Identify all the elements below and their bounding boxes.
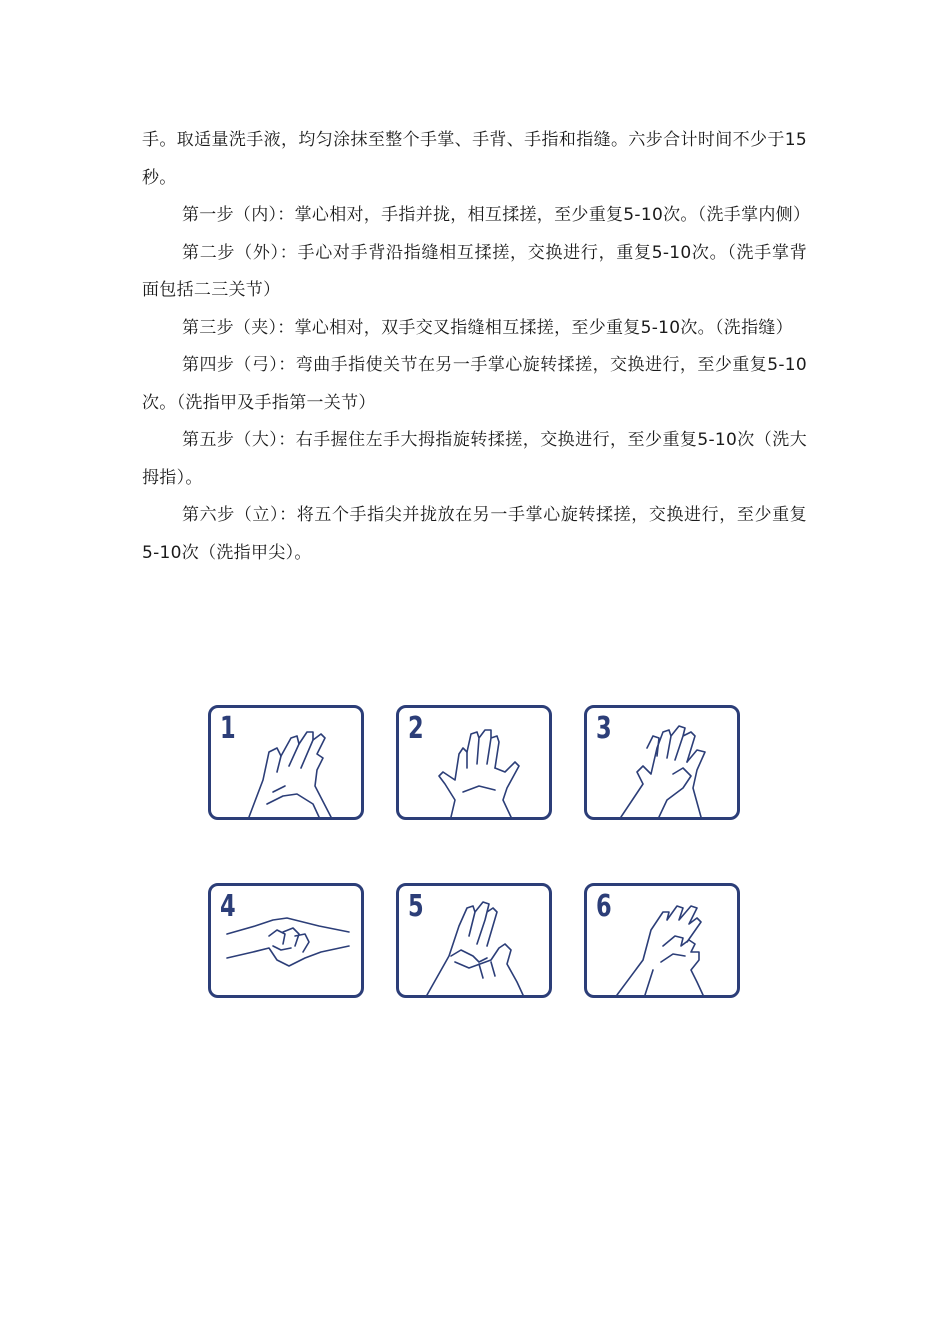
palm-to-palm-icon — [211, 708, 361, 817]
illustration-panel-4 — [208, 883, 364, 998]
illustration-panel-6 — [584, 883, 740, 998]
step-number: 2 — [408, 711, 424, 746]
illustration-panel-2 — [396, 705, 552, 820]
illustration-panel-3 — [584, 705, 740, 820]
instructions-text — [142, 122, 811, 572]
step-number: 6 — [596, 889, 612, 924]
step-5-paragraph: 第五步（大）：右手握住左手大拇指旋转揉搓，交换进行，至少重复5-10次（洗大拇指）。 — [142, 430, 807, 488]
interlocked-fingers-icon — [211, 886, 361, 995]
step-2-paragraph: 第二步（外）：手心对手背沿指缝相互揉搓，交换进行，重复5-10次。（洗手掌背面包括二三关节） — [142, 242, 807, 300]
step-3-paragraph: 第三步（夹）：掌心相对，双手交叉指缝相互揉搓，至少重复5-10次。（洗指缝） — [182, 317, 793, 338]
palm-over-back-icon — [399, 708, 549, 817]
step-number: 4 — [220, 889, 236, 924]
step-6-paragraph: 第六步（立）：将五个手指尖并拢放在另一手掌心旋转揉搓，交换进行，至少重复5-10次（洗指甲尖）。 — [142, 505, 807, 563]
illustration-panel-5 — [396, 883, 552, 998]
step-number: 5 — [408, 889, 424, 924]
step-1-paragraph: 第一步（内）：掌心相对，手指并拢，相互揉搓，至少重复5-10次。（洗手掌内侧） — [182, 205, 811, 225]
intro-paragraph: 手。取适量洗手液，均匀涂抹至整个手掌、手背、手指和指缝。六步合计时间不少于15秒。 — [142, 130, 807, 188]
step-number: 3 — [596, 711, 612, 746]
step-4-paragraph: 第四步（弓）：弯曲手指使关节在另一手掌心旋转揉搓，交换进行，至少重复5-10次。（洗指甲及手指第一关节） — [142, 355, 807, 413]
interlaced-fingers-icon — [587, 708, 737, 817]
fingertips-rub-icon — [587, 886, 737, 995]
step-number: 1 — [220, 711, 236, 746]
thumb-rub-icon — [399, 886, 549, 995]
illustration-panel-1 — [208, 705, 364, 820]
